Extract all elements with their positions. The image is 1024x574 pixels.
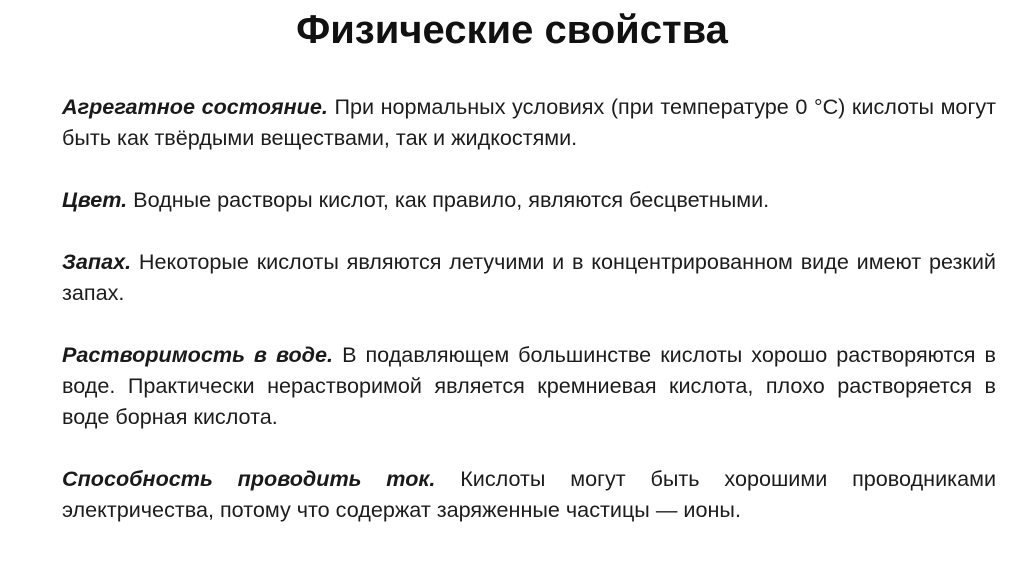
text-solubility: В подавляющем большинстве кислоты хорошо растворяются в воде. Практически нерастворимой является кремниевая кислота, плохо растворяется в воде борная кислота. [62, 342, 996, 429]
paragraph-solubility [62, 339, 996, 432]
text-conductivity: Кислоты могут быть хорошими проводниками электричества, потому что содержат заряженные частицы — ионы. [62, 466, 996, 522]
paragraph-conductivity [62, 463, 996, 525]
paragraph-smell [62, 246, 996, 308]
term-aggregate-state: Агрегатное состояние. [62, 94, 328, 119]
text-color: Водные растворы кислот, как правило, являются бесцветными. [133, 187, 770, 212]
paragraph-aggregate-state [62, 91, 996, 153]
term-smell: Запах. [62, 249, 132, 274]
term-color: Цвет. [62, 187, 128, 212]
text-aggregate-state: При нормальных условиях (при температуре 0 °С) кислоты могут быть как твёрдыми веществами, так и жидкостями. [62, 94, 997, 150]
term-solubility: Растворимость в воде. [62, 342, 334, 367]
paragraph-color [62, 184, 996, 215]
slide-body [62, 91, 996, 525]
text-smell: Некоторые кислоты являются летучими и в концентрированном виде имеют резкий запах. [62, 249, 996, 305]
term-conductivity: Способность проводить ток. [62, 466, 436, 491]
slide-title: Физические свойства [296, 8, 728, 52]
